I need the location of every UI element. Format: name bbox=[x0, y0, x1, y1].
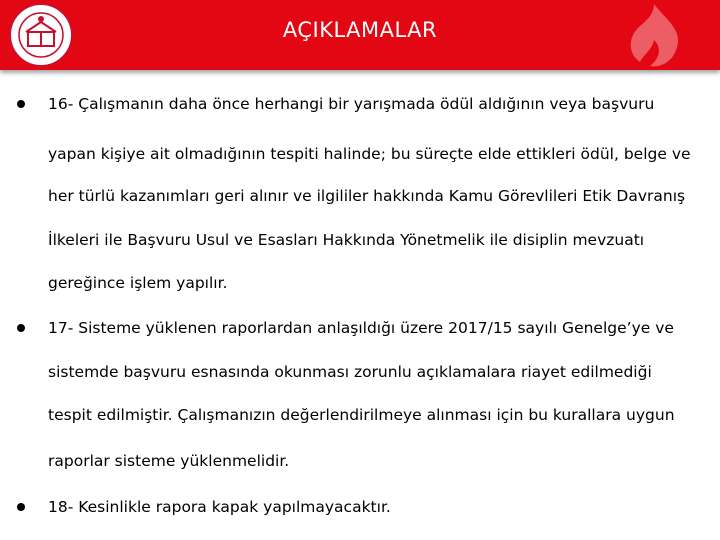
item-line: tespit edilmiştir. Çalışmanızın değerlendirilmeye alınması için bu kurallara uygun bbox=[48, 406, 675, 424]
item-line: 16- Çalışmanın daha önce herhangi bir yarışmada ödül aldığının veya başvuru bbox=[48, 95, 655, 113]
item-line: yapan kişiye ait olmadığının tespiti halinde; bu süreçte elde ettikleri ödül, belge ve bbox=[48, 145, 691, 163]
item-line: gereğince işlem yapılır. bbox=[48, 274, 228, 292]
page-title: AÇIKLAMALAR bbox=[282, 18, 438, 42]
item-line: sistemde başvuru esnasında okunması zorunlu açıklamalara riayet edilmediği bbox=[48, 363, 652, 381]
item-line: 18- Kesinlikle rapora kapak yapılmayacaktır. bbox=[48, 498, 391, 516]
flame-emblem-icon bbox=[614, 2, 694, 70]
item-line: İlkeleri ile Başvuru Usul ve Esasları Hakkında Yönetmelik ile disiplin mevzuatı bbox=[48, 231, 645, 249]
bullet-icon bbox=[17, 324, 25, 332]
item-line: her türlü kazanımları geri alınır ve ilgililer hakkında Kamu Görevlileri Etik Davranış bbox=[48, 187, 686, 205]
bullet-icon bbox=[17, 100, 25, 108]
bullet-icon bbox=[17, 503, 25, 511]
item-line: raporlar sisteme yüklenmelidir. bbox=[48, 452, 290, 470]
header-bar bbox=[0, 0, 720, 70]
item-line: 17- Sisteme yüklenen raporlardan anlaşıldığı üzere 2017/15 sayılı Genelge’ye ve bbox=[48, 319, 674, 337]
